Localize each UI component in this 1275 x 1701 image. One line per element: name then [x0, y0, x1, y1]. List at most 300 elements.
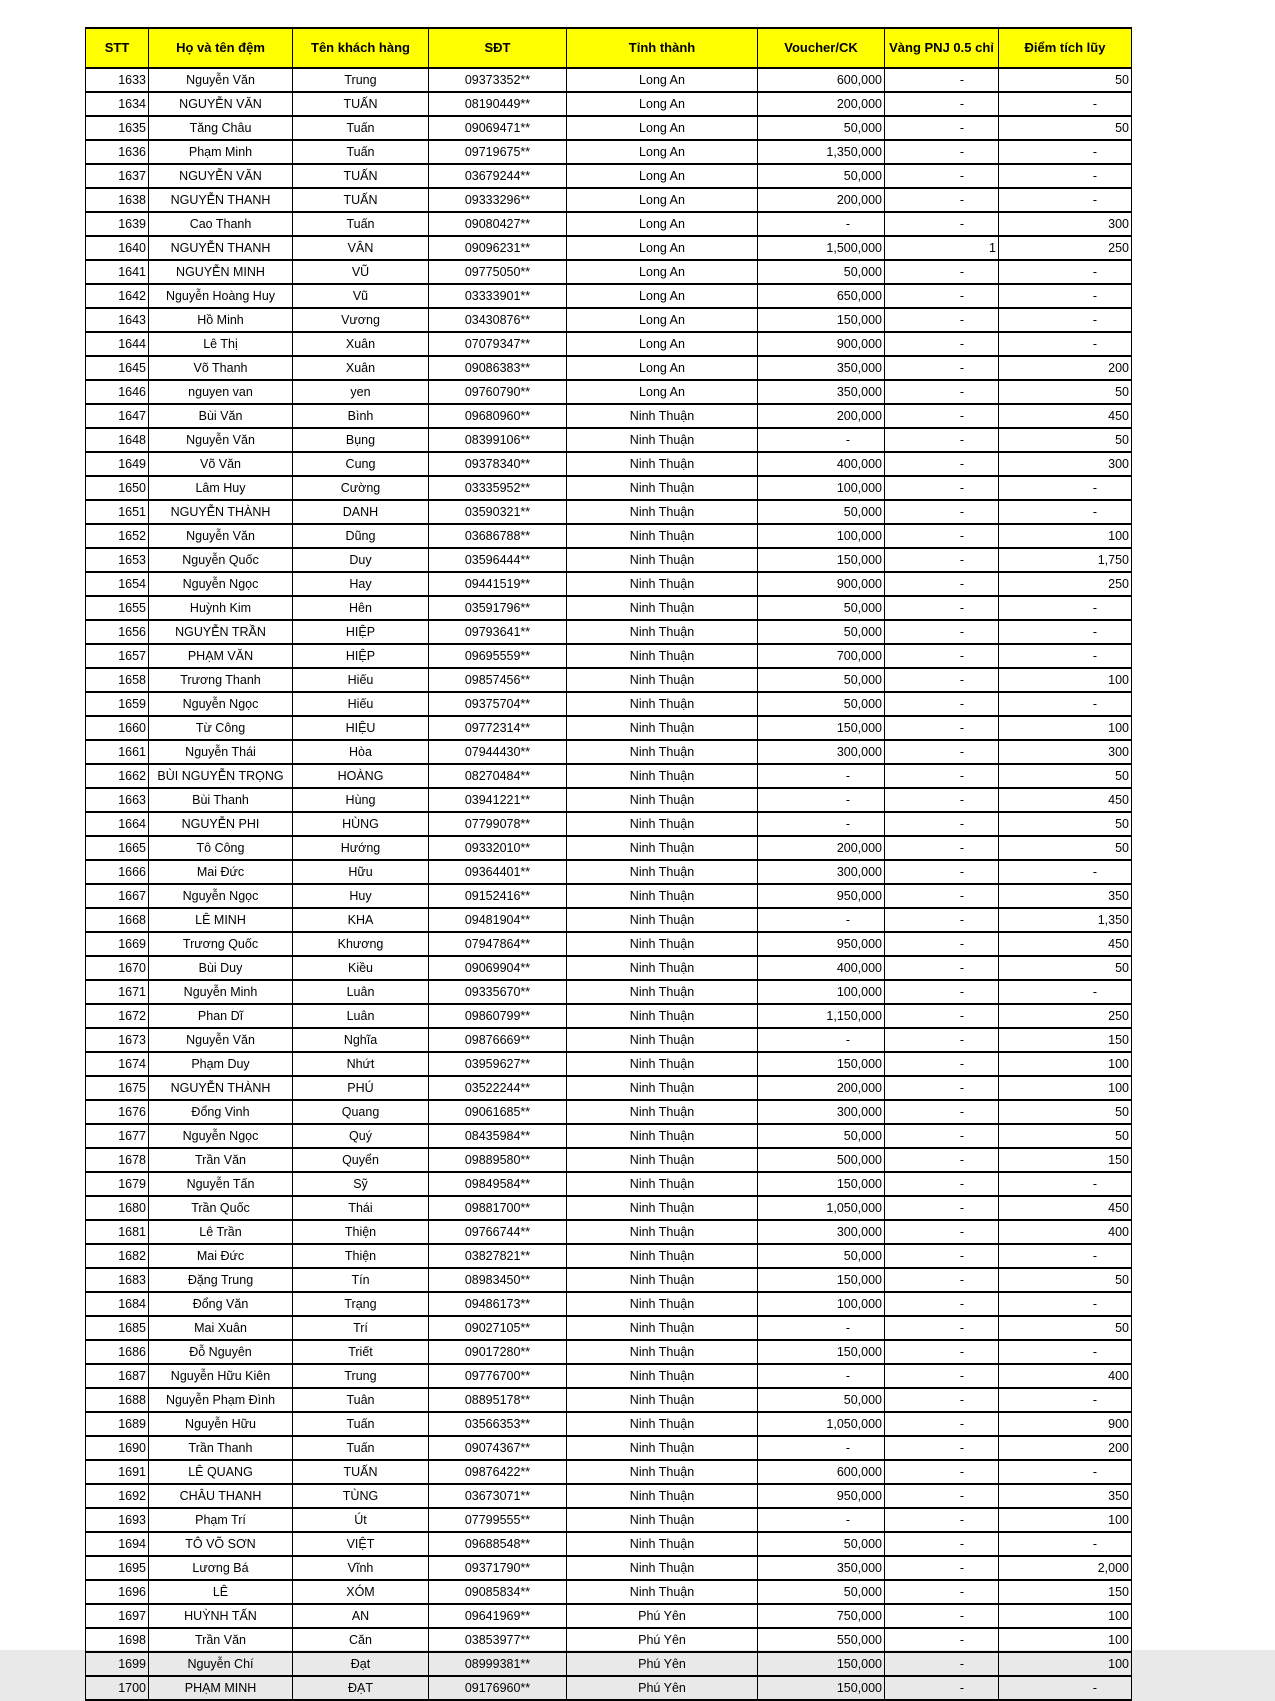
cell-stt: 1670: [86, 956, 149, 980]
cell-stt: 1684: [86, 1292, 149, 1316]
cell-ten-khach-hang: Thiện: [293, 1220, 429, 1244]
cell-vang-pnj: -: [885, 1316, 999, 1340]
cell-vang-pnj: -: [885, 572, 999, 596]
cell-ten-khach-hang: Căn: [293, 1628, 429, 1652]
cell-ho-va-ten-dem: TÔ VÕ SƠN: [149, 1532, 293, 1556]
cell-ten-khach-hang: Quang: [293, 1100, 429, 1124]
cell-tinh-thanh: Ninh Thuận: [567, 1268, 758, 1292]
cell-ho-va-ten-dem: Nguyễn Văn: [149, 68, 293, 92]
cell-vang-pnj: -: [885, 1340, 999, 1364]
cell-stt: 1697: [86, 1604, 149, 1628]
cell-tinh-thanh: Ninh Thuận: [567, 596, 758, 620]
cell-vang-pnj: -: [885, 812, 999, 836]
cell-voucher-ck: -: [758, 812, 885, 836]
cell-voucher-ck: 900,000: [758, 332, 885, 356]
cell-voucher-ck: 150,000: [758, 1268, 885, 1292]
cell-tinh-thanh: Ninh Thuận: [567, 1172, 758, 1196]
table-row: [86, 68, 1132, 92]
cell-ten-khach-hang: Thiện: [293, 1244, 429, 1268]
cell-ten-khach-hang: Trạng: [293, 1292, 429, 1316]
table-row: [86, 1220, 1132, 1244]
cell-sdt: 09688548**: [429, 1532, 567, 1556]
cell-vang-pnj: -: [885, 1028, 999, 1052]
cell-diem-tich-luy: 100: [999, 1076, 1132, 1100]
cell-ten-khach-hang: Tuấn: [293, 116, 429, 140]
cell-vang-pnj: -: [885, 1460, 999, 1484]
cell-vang-pnj: -: [885, 668, 999, 692]
cell-voucher-ck: -: [758, 1028, 885, 1052]
table-row: [86, 1028, 1132, 1052]
cell-stt: 1694: [86, 1532, 149, 1556]
cell-ho-va-ten-dem: LÊ QUANG: [149, 1460, 293, 1484]
cell-ten-khach-hang: Tuân: [293, 1388, 429, 1412]
cell-stt: 1633: [86, 68, 149, 92]
cell-diem-tich-luy: -: [999, 188, 1132, 212]
table-row: [86, 452, 1132, 476]
cell-stt: 1666: [86, 860, 149, 884]
cell-tinh-thanh: Ninh Thuận: [567, 1292, 758, 1316]
cell-tinh-thanh: Ninh Thuận: [567, 1052, 758, 1076]
cell-diem-tich-luy: -: [999, 260, 1132, 284]
cell-tinh-thanh: Long An: [567, 188, 758, 212]
cell-ten-khach-hang: Sỹ: [293, 1172, 429, 1196]
cell-ten-khach-hang: Dũng: [293, 524, 429, 548]
cell-diem-tich-luy: 300: [999, 452, 1132, 476]
cell-ho-va-ten-dem: Nguyễn Minh: [149, 980, 293, 1004]
cell-vang-pnj: -: [885, 1604, 999, 1628]
cell-diem-tich-luy: 2,000: [999, 1556, 1132, 1580]
cell-stt: 1682: [86, 1244, 149, 1268]
cell-voucher-ck: 50,000: [758, 260, 885, 284]
cell-tinh-thanh: Ninh Thuận: [567, 1100, 758, 1124]
cell-stt: 1649: [86, 452, 149, 476]
cell-ho-va-ten-dem: CHÂU THANH: [149, 1484, 293, 1508]
cell-tinh-thanh: Ninh Thuận: [567, 1484, 758, 1508]
cell-stt: 1686: [86, 1340, 149, 1364]
cell-voucher-ck: 150,000: [758, 1652, 885, 1676]
cell-vang-pnj: -: [885, 1196, 999, 1220]
cell-ten-khach-hang: Hòa: [293, 740, 429, 764]
cell-ho-va-ten-dem: Phạm Minh: [149, 140, 293, 164]
cell-ho-va-ten-dem: Nguyễn Thái: [149, 740, 293, 764]
cell-tinh-thanh: Ninh Thuận: [567, 620, 758, 644]
cell-ho-va-ten-dem: Nguyễn Văn: [149, 524, 293, 548]
cell-ho-va-ten-dem: Bùi Văn: [149, 404, 293, 428]
table-row: [86, 92, 1132, 116]
cell-ten-khach-hang: Xuân: [293, 332, 429, 356]
cell-ho-va-ten-dem: LÊ MINH: [149, 908, 293, 932]
cell-ten-khach-hang: TUẤN: [293, 1460, 429, 1484]
cell-vang-pnj: -: [885, 620, 999, 644]
cell-ten-khach-hang: Tín: [293, 1268, 429, 1292]
cell-voucher-ck: 200,000: [758, 836, 885, 860]
cell-ten-khach-hang: Tuấn: [293, 140, 429, 164]
table-row: [86, 1604, 1132, 1628]
table-row: [86, 860, 1132, 884]
cell-ten-khach-hang: XÓM: [293, 1580, 429, 1604]
cell-ho-va-ten-dem: Trần Văn: [149, 1628, 293, 1652]
table-row: [86, 116, 1132, 140]
cell-stt: 1698: [86, 1628, 149, 1652]
cell-diem-tich-luy: -: [999, 1676, 1132, 1700]
cell-ho-va-ten-dem: Võ Thanh: [149, 356, 293, 380]
cell-sdt: 08895178**: [429, 1388, 567, 1412]
cell-ho-va-ten-dem: HUỲNH TẤN: [149, 1604, 293, 1628]
cell-ho-va-ten-dem: Lê Trần: [149, 1220, 293, 1244]
cell-ho-va-ten-dem: NGUYỄN PHI: [149, 812, 293, 836]
cell-ten-khach-hang: Quyển: [293, 1148, 429, 1172]
cell-voucher-ck: 350,000: [758, 380, 885, 404]
cell-ho-va-ten-dem: Đỗ Nguyên: [149, 1340, 293, 1364]
cell-voucher-ck: 200,000: [758, 404, 885, 428]
cell-voucher-ck: 1,150,000: [758, 1004, 885, 1028]
cell-diem-tich-luy: 100: [999, 716, 1132, 740]
cell-ten-khach-hang: Cường: [293, 476, 429, 500]
cell-tinh-thanh: Ninh Thuận: [567, 1148, 758, 1172]
cell-tinh-thanh: Ninh Thuận: [567, 428, 758, 452]
cell-sdt: 09641969**: [429, 1604, 567, 1628]
cell-vang-pnj: -: [885, 692, 999, 716]
cell-tinh-thanh: Long An: [567, 260, 758, 284]
cell-voucher-ck: 950,000: [758, 1484, 885, 1508]
cell-vang-pnj: -: [885, 1004, 999, 1028]
cell-tinh-thanh: Ninh Thuận: [567, 1196, 758, 1220]
cell-ten-khach-hang: TUẤN: [293, 188, 429, 212]
cell-vang-pnj: -: [885, 1244, 999, 1268]
cell-voucher-ck: 400,000: [758, 956, 885, 980]
cell-diem-tich-luy: 300: [999, 212, 1132, 236]
cell-diem-tich-luy: 100: [999, 1652, 1132, 1676]
cell-voucher-ck: 50,000: [758, 1580, 885, 1604]
cell-ho-va-ten-dem: Đặng Trung: [149, 1268, 293, 1292]
cell-ho-va-ten-dem: Nguyễn Tấn: [149, 1172, 293, 1196]
table-row: [86, 188, 1132, 212]
cell-sdt: 09086383**: [429, 356, 567, 380]
cell-stt: 1635: [86, 116, 149, 140]
cell-diem-tich-luy: -: [999, 500, 1132, 524]
cell-tinh-thanh: Ninh Thuận: [567, 1124, 758, 1148]
cell-ten-khach-hang: TÙNG: [293, 1484, 429, 1508]
cell-vang-pnj: 1: [885, 236, 999, 260]
cell-sdt: 03673071**: [429, 1484, 567, 1508]
table-row: [86, 1580, 1132, 1604]
cell-vang-pnj: -: [885, 68, 999, 92]
cell-vang-pnj: -: [885, 284, 999, 308]
cell-ten-khach-hang: Quý: [293, 1124, 429, 1148]
cell-diem-tich-luy: 350: [999, 884, 1132, 908]
cell-ten-khach-hang: Luân: [293, 980, 429, 1004]
cell-tinh-thanh: Ninh Thuận: [567, 1316, 758, 1340]
cell-voucher-ck: 600,000: [758, 68, 885, 92]
table-row: [86, 788, 1132, 812]
cell-diem-tich-luy: 1,750: [999, 548, 1132, 572]
cell-tinh-thanh: Ninh Thuận: [567, 812, 758, 836]
cell-vang-pnj: -: [885, 308, 999, 332]
cell-ho-va-ten-dem: PHẠM MINH: [149, 1676, 293, 1700]
cell-ho-va-ten-dem: Đổng Vinh: [149, 1100, 293, 1124]
cell-ten-khach-hang: Bình: [293, 404, 429, 428]
table-row: [86, 1244, 1132, 1268]
cell-voucher-ck: 50,000: [758, 1388, 885, 1412]
cell-vang-pnj: -: [885, 332, 999, 356]
cell-ho-va-ten-dem: Mai Đức: [149, 1244, 293, 1268]
cell-diem-tich-luy: -: [999, 1244, 1132, 1268]
cell-tinh-thanh: Phú Yên: [567, 1604, 758, 1628]
cell-stt: 1688: [86, 1388, 149, 1412]
cell-tinh-thanh: Ninh Thuận: [567, 668, 758, 692]
table-row: [86, 548, 1132, 572]
table-row: [86, 668, 1132, 692]
cell-vang-pnj: -: [885, 1172, 999, 1196]
cell-vang-pnj: -: [885, 764, 999, 788]
cell-ho-va-ten-dem: Trần Thanh: [149, 1436, 293, 1460]
cell-tinh-thanh: Ninh Thuận: [567, 548, 758, 572]
cell-ten-khach-hang: VÂN: [293, 236, 429, 260]
cell-sdt: 03827821**: [429, 1244, 567, 1268]
cell-tinh-thanh: Long An: [567, 92, 758, 116]
cell-ten-khach-hang: VIỆT: [293, 1532, 429, 1556]
table-row: [86, 260, 1132, 284]
cell-sdt: 09061685**: [429, 1100, 567, 1124]
cell-stt: 1687: [86, 1364, 149, 1388]
cell-ho-va-ten-dem: NGUYỄN THÀNH: [149, 1076, 293, 1100]
cell-voucher-ck: 1,350,000: [758, 140, 885, 164]
table-row: [86, 1388, 1132, 1412]
cell-vang-pnj: -: [885, 452, 999, 476]
cell-voucher-ck: 300,000: [758, 860, 885, 884]
cell-stt: 1658: [86, 668, 149, 692]
cell-tinh-thanh: Phú Yên: [567, 1628, 758, 1652]
cell-ten-khach-hang: Tuấn: [293, 212, 429, 236]
cell-tinh-thanh: Phú Yên: [567, 1652, 758, 1676]
cell-diem-tich-luy: 50: [999, 1124, 1132, 1148]
cell-vang-pnj: -: [885, 1508, 999, 1532]
cell-diem-tich-luy: 100: [999, 1604, 1132, 1628]
cell-vang-pnj: -: [885, 1580, 999, 1604]
cell-tinh-thanh: Ninh Thuận: [567, 764, 758, 788]
cell-stt: 1648: [86, 428, 149, 452]
cell-ten-khach-hang: Hên: [293, 596, 429, 620]
cell-voucher-ck: 150,000: [758, 548, 885, 572]
cell-ten-khach-hang: Vĩnh: [293, 1556, 429, 1580]
cell-vang-pnj: -: [885, 1484, 999, 1508]
cell-diem-tich-luy: 100: [999, 668, 1132, 692]
column-header-vang-pnj: Vàng PNJ 0.5 chỉ: [885, 28, 999, 68]
cell-sdt: 09860799**: [429, 1004, 567, 1028]
cell-stt: 1674: [86, 1052, 149, 1076]
table-row: [86, 140, 1132, 164]
cell-vang-pnj: -: [885, 1556, 999, 1580]
table-row: [86, 572, 1132, 596]
cell-diem-tich-luy: 100: [999, 1052, 1132, 1076]
cell-diem-tich-luy: 400: [999, 1364, 1132, 1388]
cell-ho-va-ten-dem: NGUYỄN MINH: [149, 260, 293, 284]
cell-vang-pnj: -: [885, 404, 999, 428]
cell-tinh-thanh: Ninh Thuận: [567, 524, 758, 548]
cell-diem-tich-luy: -: [999, 1532, 1132, 1556]
cell-diem-tich-luy: 250: [999, 1004, 1132, 1028]
table-row: [86, 1652, 1132, 1676]
cell-ho-va-ten-dem: Bùi Duy: [149, 956, 293, 980]
column-header-diem-tich-luy: Điểm tích lũy: [999, 28, 1132, 68]
cell-ten-khach-hang: HIỆP: [293, 620, 429, 644]
table-row: [86, 1004, 1132, 1028]
table-row: [86, 428, 1132, 452]
cell-voucher-ck: 100,000: [758, 524, 885, 548]
cell-stt: 1672: [86, 1004, 149, 1028]
cell-voucher-ck: 200,000: [758, 1076, 885, 1100]
cell-ten-khach-hang: HOÀNG: [293, 764, 429, 788]
cell-ho-va-ten-dem: Tăng Châu: [149, 116, 293, 140]
cell-stt: 1667: [86, 884, 149, 908]
cell-diem-tich-luy: -: [999, 620, 1132, 644]
table-row: [86, 1412, 1132, 1436]
cell-ho-va-ten-dem: Võ Văn: [149, 452, 293, 476]
cell-vang-pnj: -: [885, 716, 999, 740]
cell-sdt: 03333901**: [429, 284, 567, 308]
table-row: [86, 1364, 1132, 1388]
cell-sdt: 09793641**: [429, 620, 567, 644]
cell-voucher-ck: 50,000: [758, 164, 885, 188]
cell-tinh-thanh: Long An: [567, 164, 758, 188]
cell-sdt: 03590321**: [429, 500, 567, 524]
table-row: [86, 332, 1132, 356]
cell-ten-khach-hang: Hiếu: [293, 692, 429, 716]
cell-tinh-thanh: Ninh Thuận: [567, 1340, 758, 1364]
column-header-ho-va-ten-dem: Họ và tên đệm: [149, 28, 293, 68]
cell-vang-pnj: -: [885, 356, 999, 380]
cell-diem-tich-luy: -: [999, 92, 1132, 116]
cell-sdt: 09719675**: [429, 140, 567, 164]
cell-ho-va-ten-dem: Nguyễn Ngọc: [149, 1124, 293, 1148]
cell-stt: 1693: [86, 1508, 149, 1532]
cell-diem-tich-luy: 100: [999, 1628, 1132, 1652]
cell-ten-khach-hang: Hữu: [293, 860, 429, 884]
cell-ho-va-ten-dem: Nguyễn Hoàng Huy: [149, 284, 293, 308]
cell-tinh-thanh: Ninh Thuận: [567, 1436, 758, 1460]
cell-tinh-thanh: Ninh Thuận: [567, 1460, 758, 1484]
cell-sdt: 09371790**: [429, 1556, 567, 1580]
cell-stt: 1655: [86, 596, 149, 620]
cell-sdt: 03591796**: [429, 596, 567, 620]
cell-sdt: 09766744**: [429, 1220, 567, 1244]
cell-tinh-thanh: Ninh Thuận: [567, 980, 758, 1004]
cell-diem-tich-luy: 150: [999, 1580, 1132, 1604]
cell-ten-khach-hang: Đạt: [293, 1652, 429, 1676]
cell-voucher-ck: 150,000: [758, 1340, 885, 1364]
cell-stt: 1636: [86, 140, 149, 164]
cell-sdt: 07799078**: [429, 812, 567, 836]
cell-sdt: 08399106**: [429, 428, 567, 452]
cell-stt: 1675: [86, 1076, 149, 1100]
cell-ho-va-ten-dem: Nguyễn Hữu: [149, 1412, 293, 1436]
cell-tinh-thanh: Ninh Thuận: [567, 716, 758, 740]
cell-sdt: 09074367**: [429, 1436, 567, 1460]
table-row: [86, 212, 1132, 236]
table-row: [86, 1316, 1132, 1340]
table-row: [86, 596, 1132, 620]
cell-stt: 1671: [86, 980, 149, 1004]
table-row: [86, 500, 1132, 524]
cell-vang-pnj: -: [885, 596, 999, 620]
cell-diem-tich-luy: -: [999, 596, 1132, 620]
cell-ten-khach-hang: Khương: [293, 932, 429, 956]
cell-sdt: 09069471**: [429, 116, 567, 140]
cell-ho-va-ten-dem: Nguyễn Văn: [149, 428, 293, 452]
cell-diem-tich-luy: 50: [999, 1100, 1132, 1124]
cell-stt: 1683: [86, 1268, 149, 1292]
cell-voucher-ck: 300,000: [758, 1100, 885, 1124]
cell-sdt: 03522244**: [429, 1076, 567, 1100]
cell-stt: 1668: [86, 908, 149, 932]
cell-sdt: 09017280**: [429, 1340, 567, 1364]
cell-tinh-thanh: Ninh Thuận: [567, 692, 758, 716]
cell-diem-tich-luy: -: [999, 860, 1132, 884]
cell-ho-va-ten-dem: NGUYỄN THANH: [149, 236, 293, 260]
cell-voucher-ck: 650,000: [758, 284, 885, 308]
cell-sdt: 07079347**: [429, 332, 567, 356]
cell-stt: 1679: [86, 1172, 149, 1196]
cell-diem-tich-luy: -: [999, 1340, 1132, 1364]
cell-stt: 1650: [86, 476, 149, 500]
cell-voucher-ck: 750,000: [758, 1604, 885, 1628]
cell-ho-va-ten-dem: NGUYỄN THÀNH: [149, 500, 293, 524]
cell-ten-khach-hang: Kiều: [293, 956, 429, 980]
cell-ho-va-ten-dem: Phạm Duy: [149, 1052, 293, 1076]
cell-stt: 1665: [86, 836, 149, 860]
cell-diem-tich-luy: 50: [999, 956, 1132, 980]
cell-ho-va-ten-dem: nguyen van: [149, 380, 293, 404]
cell-ten-khach-hang: Nghĩa: [293, 1028, 429, 1052]
cell-vang-pnj: -: [885, 908, 999, 932]
cell-ten-khach-hang: Xuân: [293, 356, 429, 380]
cell-diem-tich-luy: 450: [999, 788, 1132, 812]
cell-voucher-ck: 350,000: [758, 356, 885, 380]
table-row: [86, 1556, 1132, 1580]
cell-voucher-ck: 350,000: [758, 1556, 885, 1580]
cell-sdt: 03596444**: [429, 548, 567, 572]
cell-ho-va-ten-dem: Nguyễn Quốc: [149, 548, 293, 572]
cell-tinh-thanh: Long An: [567, 140, 758, 164]
cell-sdt: 09176960**: [429, 1676, 567, 1700]
cell-ten-khach-hang: HÙNG: [293, 812, 429, 836]
cell-ten-khach-hang: Cung: [293, 452, 429, 476]
cell-diem-tich-luy: -: [999, 164, 1132, 188]
cell-vang-pnj: -: [885, 1052, 999, 1076]
cell-diem-tich-luy: -: [999, 980, 1132, 1004]
cell-ho-va-ten-dem: Bùi Thanh: [149, 788, 293, 812]
table-row: [86, 692, 1132, 716]
cell-sdt: 09096231**: [429, 236, 567, 260]
cell-tinh-thanh: Phú Yên: [567, 1676, 758, 1700]
table-row: [86, 476, 1132, 500]
cell-ho-va-ten-dem: Từ Công: [149, 716, 293, 740]
cell-voucher-ck: 900,000: [758, 572, 885, 596]
cell-tinh-thanh: Ninh Thuận: [567, 740, 758, 764]
cell-sdt: 09772314**: [429, 716, 567, 740]
cell-voucher-ck: 1,050,000: [758, 1196, 885, 1220]
cell-vang-pnj: -: [885, 1268, 999, 1292]
table-row: [86, 524, 1132, 548]
table-row: [86, 380, 1132, 404]
table-row: [86, 836, 1132, 860]
cell-diem-tich-luy: 450: [999, 1196, 1132, 1220]
cell-voucher-ck: 950,000: [758, 884, 885, 908]
cell-sdt: 09080427**: [429, 212, 567, 236]
cell-diem-tich-luy: 250: [999, 572, 1132, 596]
cell-voucher-ck: 300,000: [758, 1220, 885, 1244]
cell-voucher-ck: -: [758, 1508, 885, 1532]
